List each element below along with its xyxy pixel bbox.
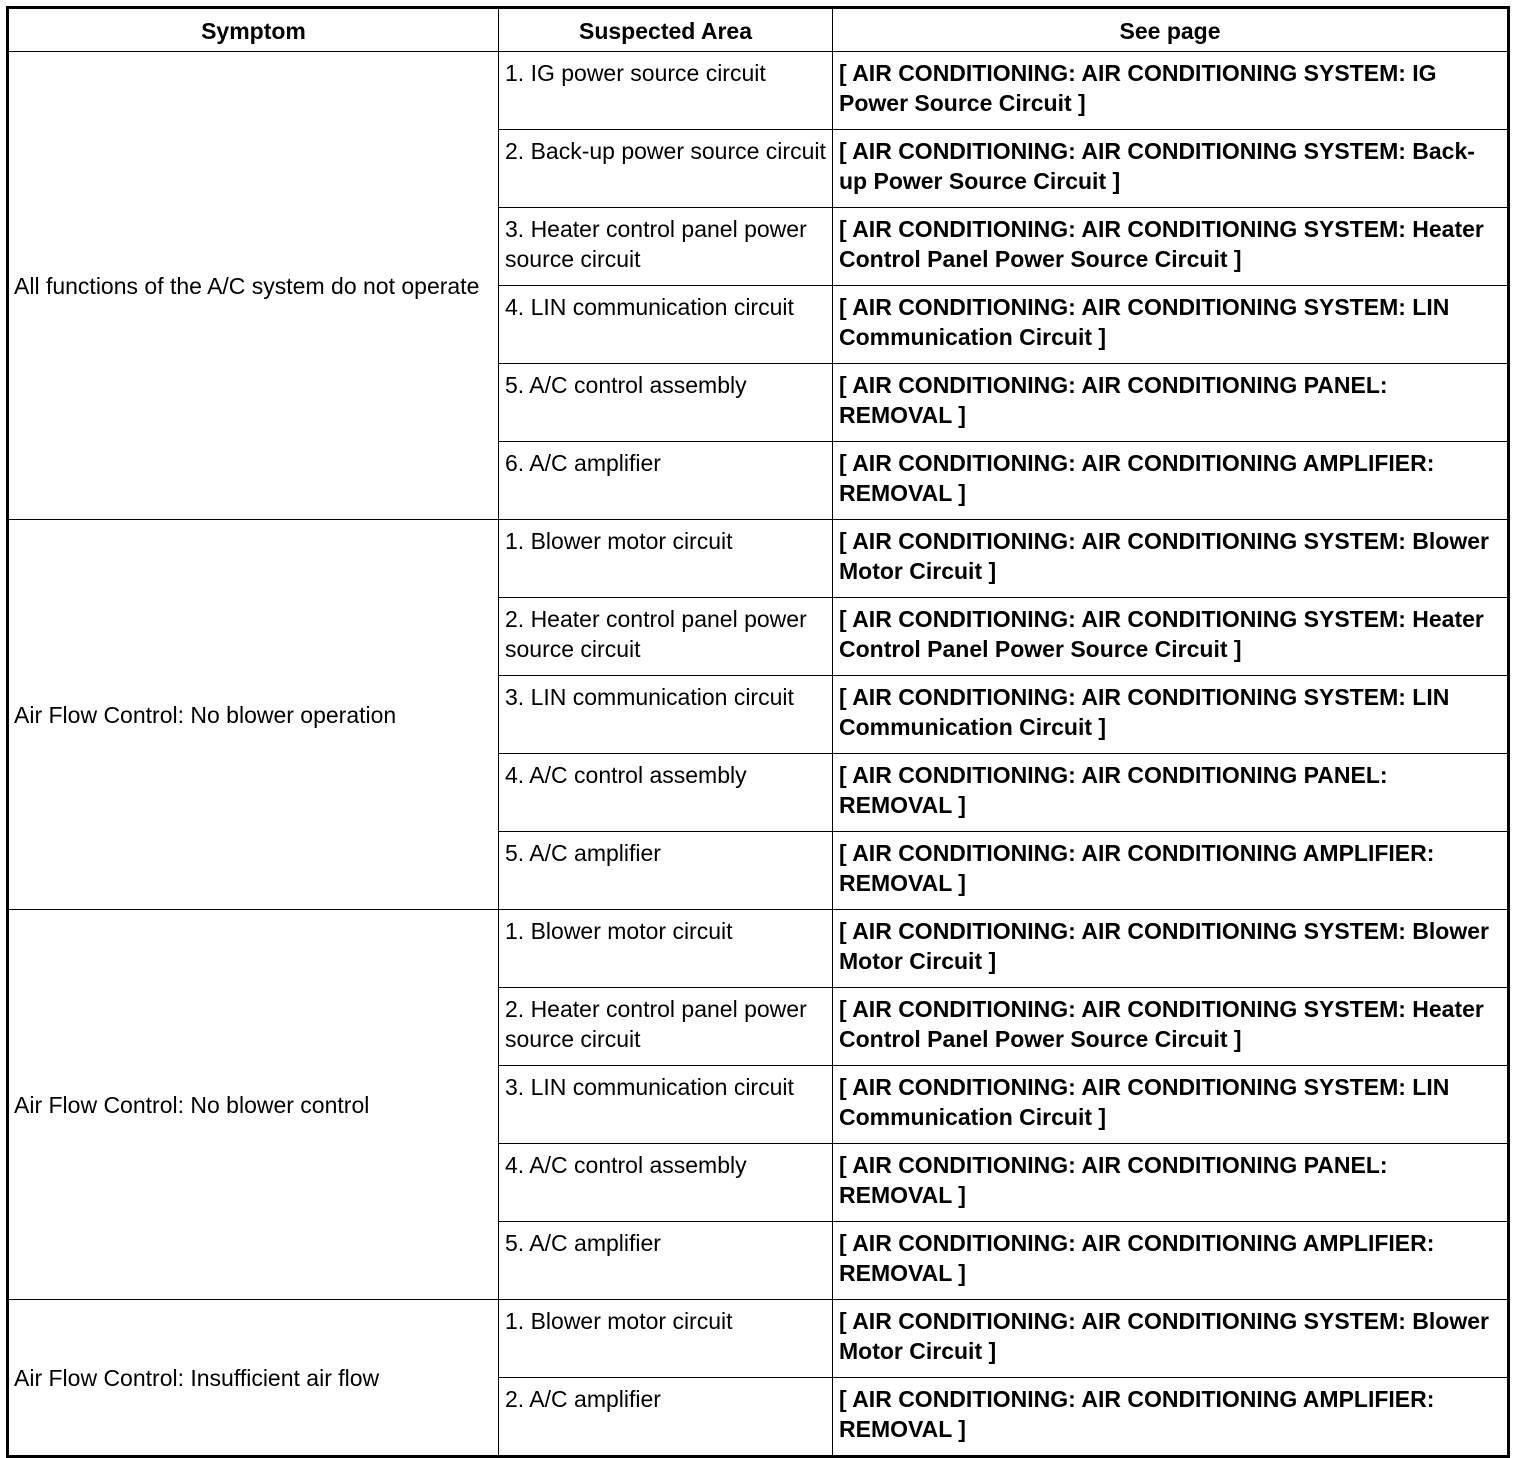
- symptom-cell: Air Flow Control: Insufficient air flow: [8, 1300, 499, 1457]
- suspected-area-cell: 5. A/C amplifier: [499, 832, 833, 910]
- table-row: [8, 910, 1509, 988]
- see-page-link[interactable]: [ AIR CONDITIONING: AIR CONDITIONING SYSTEM: Heater Control Panel Power Source Circuit ]: [833, 208, 1509, 286]
- suspected-area-cell: 1. Blower motor circuit: [499, 910, 833, 988]
- table-row: [8, 1300, 1509, 1378]
- suspected-area-cell: 5. A/C amplifier: [499, 1222, 833, 1300]
- suspected-area-cell: 2. A/C amplifier: [499, 1378, 833, 1457]
- see-page-link[interactable]: [ AIR CONDITIONING: AIR CONDITIONING SYSTEM: Heater Control Panel Power Source Circuit ]: [833, 988, 1509, 1066]
- see-page-link[interactable]: [ AIR CONDITIONING: AIR CONDITIONING SYSTEM: LIN Communication Circuit ]: [833, 676, 1509, 754]
- see-page-link[interactable]: [ AIR CONDITIONING: AIR CONDITIONING SYSTEM: Blower Motor Circuit ]: [833, 520, 1509, 598]
- trouble-symptom-table: [6, 6, 1510, 1458]
- suspected-area-cell: 1. Blower motor circuit: [499, 1300, 833, 1378]
- header-row: [8, 8, 1509, 52]
- symptom-cell: Air Flow Control: No blower control: [8, 910, 499, 1300]
- suspected-area-cell: 4. A/C control assembly: [499, 754, 833, 832]
- suspected-area-cell: 3. LIN communication circuit: [499, 1066, 833, 1144]
- suspected-area-cell: 1. IG power source circuit: [499, 52, 833, 130]
- see-page-link[interactable]: [ AIR CONDITIONING: AIR CONDITIONING AMPLIFIER: REMOVAL ]: [833, 832, 1509, 910]
- suspected-area-cell: 3. Heater control panel power source circuit: [499, 208, 833, 286]
- suspected-area-cell: 3. LIN communication circuit: [499, 676, 833, 754]
- see-page-link[interactable]: [ AIR CONDITIONING: AIR CONDITIONING PANEL: REMOVAL ]: [833, 1144, 1509, 1222]
- suspected-area-cell: 4. A/C control assembly: [499, 1144, 833, 1222]
- see-page-link[interactable]: [ AIR CONDITIONING: AIR CONDITIONING SYSTEM: LIN Communication Circuit ]: [833, 1066, 1509, 1144]
- see-page-link[interactable]: [ AIR CONDITIONING: AIR CONDITIONING AMPLIFIER: REMOVAL ]: [833, 1222, 1509, 1300]
- see-page-link[interactable]: [ AIR CONDITIONING: AIR CONDITIONING SYSTEM: IG Power Source Circuit ]: [833, 52, 1509, 130]
- header-symptom: Symptom: [8, 8, 499, 52]
- see-page-link[interactable]: [ AIR CONDITIONING: AIR CONDITIONING PANEL: REMOVAL ]: [833, 364, 1509, 442]
- see-page-link[interactable]: [ AIR CONDITIONING: AIR CONDITIONING SYSTEM: Back-up Power Source Circuit ]: [833, 130, 1509, 208]
- see-page-link[interactable]: [ AIR CONDITIONING: AIR CONDITIONING SYSTEM: LIN Communication Circuit ]: [833, 286, 1509, 364]
- see-page-link[interactable]: [ AIR CONDITIONING: AIR CONDITIONING PANEL: REMOVAL ]: [833, 754, 1509, 832]
- table-row: [8, 52, 1509, 130]
- suspected-area-cell: 2. Heater control panel power source circuit: [499, 988, 833, 1066]
- see-page-link[interactable]: [ AIR CONDITIONING: AIR CONDITIONING SYSTEM: Blower Motor Circuit ]: [833, 910, 1509, 988]
- see-page-link[interactable]: [ AIR CONDITIONING: AIR CONDITIONING AMPLIFIER: REMOVAL ]: [833, 1378, 1509, 1457]
- symptom-cell: Air Flow Control: No blower operation: [8, 520, 499, 910]
- see-page-link[interactable]: [ AIR CONDITIONING: AIR CONDITIONING AMPLIFIER: REMOVAL ]: [833, 442, 1509, 520]
- suspected-area-cell: 5. A/C control assembly: [499, 364, 833, 442]
- table-row: [8, 520, 1509, 598]
- header-see-page: See page: [833, 8, 1509, 52]
- symptom-cell: All functions of the A/C system do not operate: [8, 52, 499, 520]
- see-page-link[interactable]: [ AIR CONDITIONING: AIR CONDITIONING SYSTEM: Blower Motor Circuit ]: [833, 1300, 1509, 1378]
- suspected-area-cell: 1. Blower motor circuit: [499, 520, 833, 598]
- header-suspected-area: Suspected Area: [499, 8, 833, 52]
- see-page-link[interactable]: [ AIR CONDITIONING: AIR CONDITIONING SYSTEM: Heater Control Panel Power Source Circuit ]: [833, 598, 1509, 676]
- suspected-area-cell: 6. A/C amplifier: [499, 442, 833, 520]
- suspected-area-cell: 2. Back-up power source circuit: [499, 130, 833, 208]
- suspected-area-cell: 2. Heater control panel power source circuit: [499, 598, 833, 676]
- suspected-area-cell: 4. LIN communication circuit: [499, 286, 833, 364]
